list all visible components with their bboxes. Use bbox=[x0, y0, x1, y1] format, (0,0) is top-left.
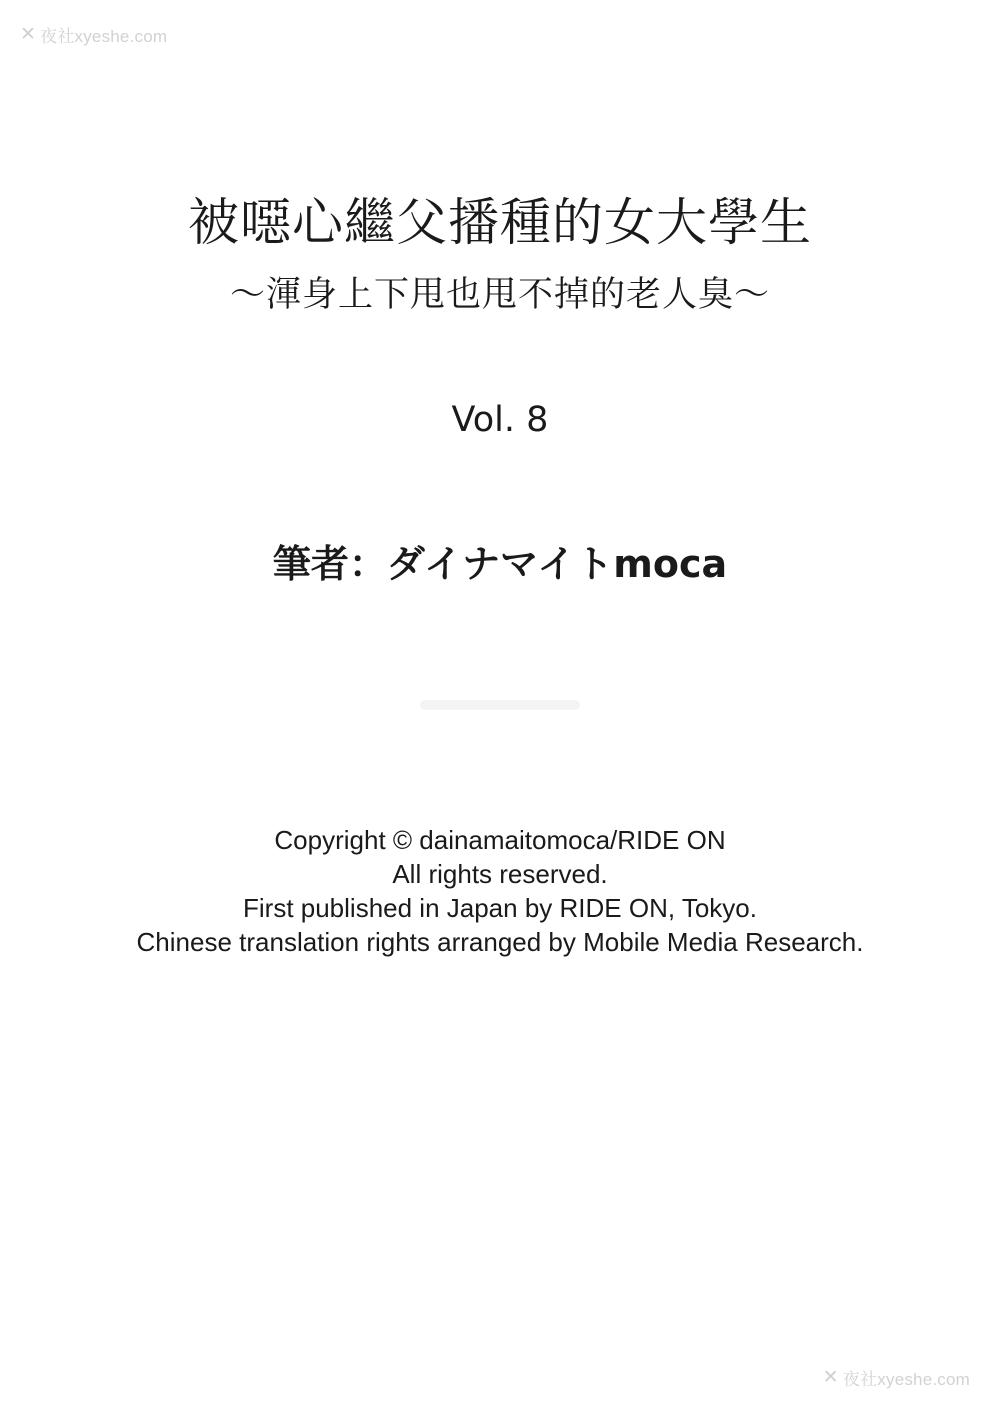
copyright-block bbox=[0, 823, 1000, 959]
copyright-line: First published in Japan by RIDE ON, Tokyo. bbox=[243, 893, 757, 923]
faint-smudge bbox=[420, 700, 580, 710]
author-credit: 筆者：ダイナマイトmoca bbox=[272, 542, 728, 586]
x-mark-icon: ✕ bbox=[20, 24, 37, 45]
copyright-line: Chinese translation rights arranged by Mobile Media Research. bbox=[136, 927, 864, 957]
volume-label: Vol. 8 bbox=[451, 400, 549, 440]
book-subtitle: 〜渾身上下甩也甩不掉的老人臭〜 bbox=[229, 275, 770, 315]
watermark-text: 夜社xyeshe.com bbox=[40, 27, 168, 46]
copyright-line: All rights reserved. bbox=[392, 859, 608, 889]
watermark-text: 夜社xyeshe.com bbox=[842, 1370, 970, 1389]
x-mark-icon: ✕ bbox=[822, 1367, 839, 1388]
copyright-line: Copyright © dainamaitomoca/RIDE ON bbox=[274, 825, 726, 855]
book-title: 被噁心繼父播種的女大學生 bbox=[187, 194, 812, 253]
watermark-bottom-right bbox=[823, 1365, 970, 1390]
watermark-top-left bbox=[20, 22, 167, 47]
